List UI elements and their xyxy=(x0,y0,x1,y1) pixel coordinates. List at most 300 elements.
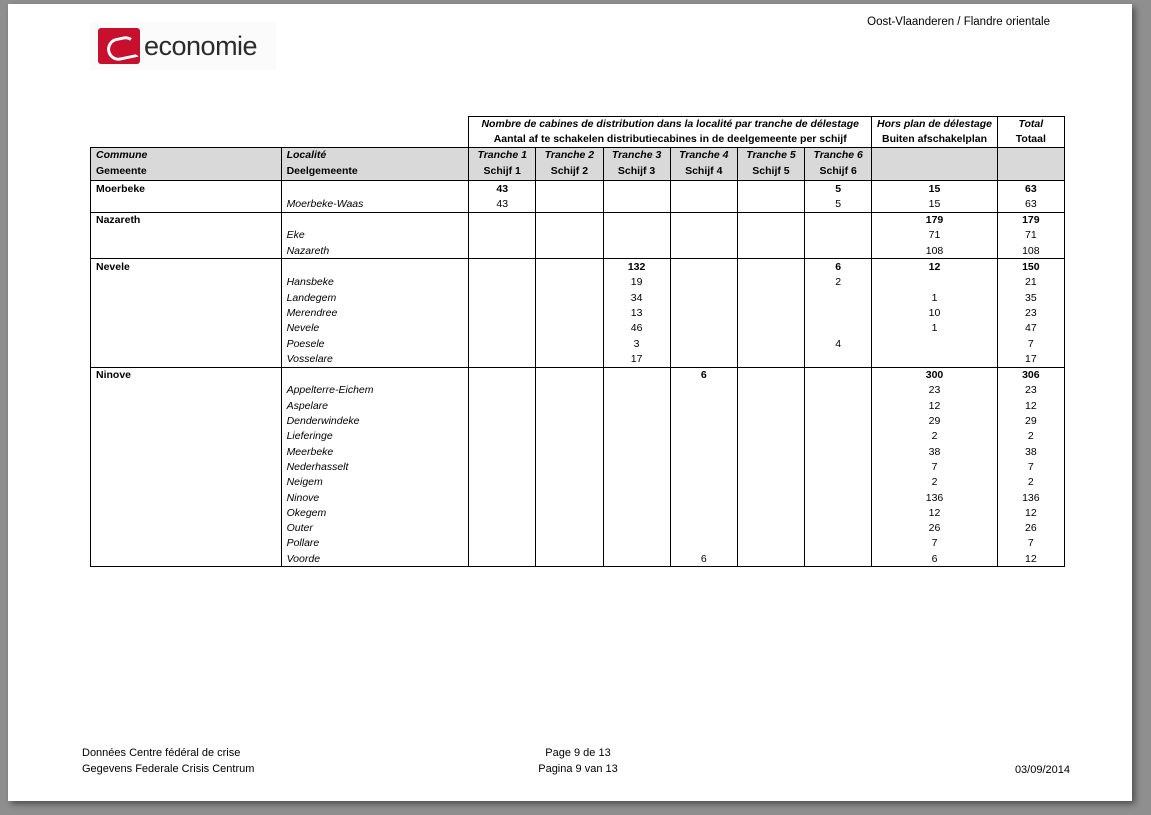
cell-tranche-2 xyxy=(536,321,603,336)
footer-source-fr: Données Centre fédéral de crise xyxy=(82,747,241,759)
table-row-commune xyxy=(91,259,1065,275)
cell-commune xyxy=(91,459,282,474)
cell-tranche-5 xyxy=(737,383,804,398)
cell-tranche-4 xyxy=(670,383,737,398)
cell-tranche-2 xyxy=(536,305,603,320)
cell-tranche-3: 132 xyxy=(603,259,670,275)
logo-text: economie xyxy=(144,30,258,61)
cell-tranche-3: 46 xyxy=(603,321,670,336)
col-header-commune-nl: Gemeente xyxy=(96,165,147,178)
table-row-locality xyxy=(91,536,1065,551)
cell-tranche-5 xyxy=(737,505,804,520)
cell-tranche-6 xyxy=(805,444,872,459)
cell-tranche-4 xyxy=(670,275,737,290)
cell-tranche-2 xyxy=(536,536,603,551)
col-header-localite xyxy=(281,148,469,181)
cell-commune xyxy=(91,490,282,505)
cell-tranche-4 xyxy=(670,243,737,259)
cell-tranche-5 xyxy=(737,475,804,490)
cell-tranche-6 xyxy=(805,536,872,551)
cell-tranche-6 xyxy=(805,305,872,320)
cell-total: 29 xyxy=(997,413,1064,428)
cell-tranche-4 xyxy=(670,336,737,351)
cell-tranche-2 xyxy=(536,413,603,428)
cell-locality: Eke xyxy=(281,228,469,243)
cell-tranche-2 xyxy=(536,212,603,228)
cell-total: 7 xyxy=(997,336,1064,351)
region-label: Oost-Vlaanderen / Flandre orientale xyxy=(867,16,1050,28)
cell-tranche-2 xyxy=(536,398,603,413)
cell-tranche-5 xyxy=(737,520,804,535)
cell-tranche-2 xyxy=(536,275,603,290)
cell-tranche-4 xyxy=(670,351,737,367)
cell-tranche-3: 13 xyxy=(603,305,670,320)
col-header-tranche-6-fr: Tranche 6 xyxy=(813,149,863,162)
cell-total: 136 xyxy=(997,490,1064,505)
col-header-tranche-1-fr: Tranche 1 xyxy=(477,149,527,162)
cell-tranche-1 xyxy=(469,336,536,351)
cell-tranche-1 xyxy=(469,243,536,259)
cell-locality: Denderwindeke xyxy=(281,413,469,428)
cell-commune xyxy=(91,383,282,398)
cell-hors-plan: 12 xyxy=(872,259,997,275)
cell-tranche-5 xyxy=(737,367,804,383)
cell-total: 306 xyxy=(997,367,1064,383)
cell-locality xyxy=(281,259,469,275)
cell-tranche-4: 6 xyxy=(670,551,737,567)
cell-tranche-3 xyxy=(603,490,670,505)
cell-tranche-6: 2 xyxy=(805,275,872,290)
cell-locality: Ninove xyxy=(281,490,469,505)
cell-hors-plan: 12 xyxy=(872,398,997,413)
cell-tranche-6 xyxy=(805,520,872,535)
cell-tranche-5 xyxy=(737,321,804,336)
cell-hors-plan: 38 xyxy=(872,444,997,459)
cell-tranche-6: 5 xyxy=(805,180,872,196)
cell-tranche-4 xyxy=(670,259,737,275)
cell-tranche-2 xyxy=(536,429,603,444)
cell-tranche-4 xyxy=(670,398,737,413)
cell-locality: Nevele xyxy=(281,321,469,336)
cell-commune xyxy=(91,520,282,535)
cell-commune xyxy=(91,290,282,305)
cell-tranche-4 xyxy=(670,475,737,490)
cell-tranche-3 xyxy=(603,196,670,212)
cell-tranche-6 xyxy=(805,351,872,367)
table-head xyxy=(91,117,1065,181)
cell-tranche-1 xyxy=(469,429,536,444)
table-row-locality xyxy=(91,275,1065,290)
cell-total: 26 xyxy=(997,520,1064,535)
cell-hors-plan xyxy=(872,336,997,351)
cell-tranche-4 xyxy=(670,413,737,428)
cell-tranche-3 xyxy=(603,444,670,459)
col-header-tranche-1 xyxy=(469,148,536,181)
cell-tranche-1 xyxy=(469,520,536,535)
cell-total: 35 xyxy=(997,290,1064,305)
cell-tranche-2 xyxy=(536,351,603,367)
table-row-locality xyxy=(91,398,1065,413)
cell-locality: Meerbeke xyxy=(281,444,469,459)
cell-commune xyxy=(91,444,282,459)
cell-total: 12 xyxy=(997,505,1064,520)
cell-locality: Voorde xyxy=(281,551,469,567)
cell-tranche-6 xyxy=(805,212,872,228)
table-row-locality xyxy=(91,196,1065,212)
column-header-row xyxy=(91,148,1065,181)
cell-hors-plan: 23 xyxy=(872,383,997,398)
cell-tranche-4 xyxy=(670,196,737,212)
cell-tranche-1 xyxy=(469,351,536,367)
cell-commune xyxy=(91,536,282,551)
cell-tranche-4 xyxy=(670,505,737,520)
cell-tranche-3 xyxy=(603,536,670,551)
cell-commune: Nevele xyxy=(91,259,282,275)
cell-tranche-1 xyxy=(469,398,536,413)
cell-tranche-3 xyxy=(603,243,670,259)
group-header-row xyxy=(91,117,1065,148)
cell-tranche-2 xyxy=(536,243,603,259)
cell-tranche-6 xyxy=(805,398,872,413)
cell-tranche-2 xyxy=(536,180,603,196)
cell-tranche-3 xyxy=(603,429,670,444)
table-row-locality xyxy=(91,290,1065,305)
cell-commune xyxy=(91,243,282,259)
cell-total: 2 xyxy=(997,475,1064,490)
cell-tranche-6 xyxy=(805,228,872,243)
cell-locality: Outer xyxy=(281,520,469,535)
cell-tranche-3 xyxy=(603,398,670,413)
group-header-hors xyxy=(872,117,997,148)
cell-total: 23 xyxy=(997,383,1064,398)
cell-tranche-3 xyxy=(603,228,670,243)
cell-tranche-6 xyxy=(805,551,872,567)
table-row-locality xyxy=(91,413,1065,428)
cell-total: 71 xyxy=(997,228,1064,243)
cell-commune xyxy=(91,413,282,428)
cell-locality: Nederhasselt xyxy=(281,459,469,474)
cell-hors-plan: 71 xyxy=(872,228,997,243)
cell-tranche-2 xyxy=(536,367,603,383)
cell-tranche-3 xyxy=(603,180,670,196)
cell-tranche-5 xyxy=(737,275,804,290)
col-header-tranche-4 xyxy=(670,148,737,181)
cell-tranche-6: 6 xyxy=(805,259,872,275)
cell-hors-plan: 6 xyxy=(872,551,997,567)
cell-locality: Aspelare xyxy=(281,398,469,413)
table-row-locality xyxy=(91,505,1065,520)
cell-tranche-1 xyxy=(469,259,536,275)
cell-tranche-2 xyxy=(536,520,603,535)
cell-tranche-5 xyxy=(737,336,804,351)
table-row-locality xyxy=(91,228,1065,243)
cell-locality xyxy=(281,212,469,228)
table-body xyxy=(91,180,1065,566)
table-row-locality xyxy=(91,459,1065,474)
cell-tranche-5 xyxy=(737,459,804,474)
cell-tranche-1 xyxy=(469,536,536,551)
cell-tranche-1 xyxy=(469,444,536,459)
cell-tranche-2 xyxy=(536,490,603,505)
cell-commune: Moerbeke xyxy=(91,180,282,196)
footer-source xyxy=(82,746,254,778)
cell-tranche-3 xyxy=(603,505,670,520)
cell-total: 38 xyxy=(997,444,1064,459)
cell-locality: Merendree xyxy=(281,305,469,320)
cell-tranche-4 xyxy=(670,520,737,535)
cell-total: 23 xyxy=(997,305,1064,320)
cell-locality: Hansbeke xyxy=(281,275,469,290)
cell-tranche-2 xyxy=(536,383,603,398)
cell-tranche-5 xyxy=(737,536,804,551)
cell-locality: Moerbeke-Waas xyxy=(281,196,469,212)
table-row-locality xyxy=(91,351,1065,367)
cell-locality: Appelterre-Eichem xyxy=(281,383,469,398)
cell-hors-plan xyxy=(872,351,997,367)
col-header-tranche-5-nl: Schijf 5 xyxy=(752,165,790,178)
cell-locality: Vosselare xyxy=(281,351,469,367)
cell-commune xyxy=(91,475,282,490)
document-page xyxy=(8,4,1132,801)
cell-commune xyxy=(91,196,282,212)
group-header-total-fr: Total xyxy=(1018,118,1044,130)
cell-tranche-3 xyxy=(603,475,670,490)
table-row-commune xyxy=(91,180,1065,196)
cell-tranche-1 xyxy=(469,383,536,398)
table-row-locality xyxy=(91,336,1065,351)
cell-tranche-6 xyxy=(805,367,872,383)
col-header-tranche-3-fr: Tranche 3 xyxy=(611,149,662,162)
cell-tranche-5 xyxy=(737,351,804,367)
cell-tranche-2 xyxy=(536,290,603,305)
footer-pagination xyxy=(458,746,698,778)
table-row-locality xyxy=(91,321,1065,336)
cell-tranche-3 xyxy=(603,459,670,474)
cell-hors-plan: 29 xyxy=(872,413,997,428)
cell-tranche-3 xyxy=(603,383,670,398)
cell-tranche-2 xyxy=(536,551,603,567)
cell-locality: Pollare xyxy=(281,536,469,551)
table-row-locality xyxy=(91,520,1065,535)
cell-tranche-6 xyxy=(805,290,872,305)
cell-tranche-1 xyxy=(469,367,536,383)
cell-tranche-5 xyxy=(737,259,804,275)
cell-tranche-1 xyxy=(469,475,536,490)
cell-tranche-6: 5 xyxy=(805,196,872,212)
cell-commune xyxy=(91,336,282,351)
cell-tranche-1 xyxy=(469,275,536,290)
cell-tranche-1: 43 xyxy=(469,180,536,196)
cell-hors-plan: 1 xyxy=(872,290,997,305)
cell-tranche-4 xyxy=(670,212,737,228)
cell-hors-plan: 136 xyxy=(872,490,997,505)
cell-total: 179 xyxy=(997,212,1064,228)
cell-tranche-1 xyxy=(469,228,536,243)
cell-tranche-5 xyxy=(737,429,804,444)
group-header-tranches xyxy=(469,117,872,148)
cell-tranche-2 xyxy=(536,444,603,459)
table-row-commune xyxy=(91,212,1065,228)
cell-tranche-2 xyxy=(536,259,603,275)
col-header-tranche-5 xyxy=(737,148,804,181)
data-table-area xyxy=(90,116,1065,567)
cell-tranche-5 xyxy=(737,228,804,243)
cell-tranche-5 xyxy=(737,212,804,228)
table-row-locality xyxy=(91,383,1065,398)
cell-locality: Lieferinge xyxy=(281,429,469,444)
table-row-locality xyxy=(91,490,1065,505)
cell-tranche-2 xyxy=(536,505,603,520)
cell-locality: Neigem xyxy=(281,475,469,490)
cell-tranche-4 xyxy=(670,444,737,459)
cell-tranche-6 xyxy=(805,383,872,398)
cell-hors-plan: 2 xyxy=(872,475,997,490)
cell-tranche-1 xyxy=(469,459,536,474)
cell-total: 7 xyxy=(997,459,1064,474)
cell-locality: Okegem xyxy=(281,505,469,520)
cell-hors-plan: 10 xyxy=(872,305,997,320)
footer-date: 03/09/2014 xyxy=(1014,764,1070,776)
cell-commune xyxy=(91,321,282,336)
cell-hors-plan: 7 xyxy=(872,536,997,551)
cell-total: 47 xyxy=(997,321,1064,336)
col-header-tranche-4-nl: Schijf 4 xyxy=(685,165,723,178)
cell-hors-plan: 179 xyxy=(872,212,997,228)
cell-commune xyxy=(91,551,282,567)
table-row-locality xyxy=(91,551,1065,567)
col-header-commune-fr: Commune xyxy=(96,149,148,162)
cell-tranche-1 xyxy=(469,321,536,336)
group-header-total xyxy=(997,117,1064,148)
col-header-hors-plan xyxy=(872,148,997,181)
cell-total: 2 xyxy=(997,429,1064,444)
cell-commune xyxy=(91,275,282,290)
logo xyxy=(90,22,276,70)
cell-tranche-5 xyxy=(737,444,804,459)
col-header-tranche-5-fr: Tranche 5 xyxy=(746,149,796,162)
cell-tranche-4 xyxy=(670,321,737,336)
col-header-total xyxy=(997,148,1064,181)
cell-tranche-6 xyxy=(805,321,872,336)
cell-tranche-5 xyxy=(737,490,804,505)
cell-tranche-5 xyxy=(737,551,804,567)
cell-locality: Landegem xyxy=(281,290,469,305)
delestage-table xyxy=(90,116,1065,567)
cell-tranche-1 xyxy=(469,413,536,428)
spacer-cell xyxy=(91,117,282,148)
cell-hors-plan: 7 xyxy=(872,459,997,474)
cell-tranche-5 xyxy=(737,413,804,428)
cell-hors-plan: 15 xyxy=(872,196,997,212)
col-header-tranche-1-nl: Schijf 1 xyxy=(483,165,521,178)
cell-locality: Poesele xyxy=(281,336,469,351)
cell-tranche-4 xyxy=(670,180,737,196)
cell-commune xyxy=(91,305,282,320)
group-header-tranches-nl: Aantal af te schakelen distributiecabines in de deelgemeente per schijf xyxy=(493,133,847,146)
cell-tranche-1 xyxy=(469,505,536,520)
cell-total: 63 xyxy=(997,180,1064,196)
table-row-locality xyxy=(91,444,1065,459)
cell-tranche-4 xyxy=(670,305,737,320)
col-header-tranche-3-nl: Schijf 3 xyxy=(617,165,656,178)
cell-commune xyxy=(91,429,282,444)
cell-total: 12 xyxy=(997,551,1064,567)
cell-tranche-2 xyxy=(536,459,603,474)
cell-commune xyxy=(91,505,282,520)
col-header-tranche-2-nl: Schijf 2 xyxy=(550,165,589,178)
table-row-locality xyxy=(91,429,1065,444)
table-row-locality xyxy=(91,305,1065,320)
col-header-localite-fr: Localité xyxy=(286,149,327,162)
cell-hors-plan: 2 xyxy=(872,429,997,444)
cell-total: 17 xyxy=(997,351,1064,367)
cell-tranche-3: 17 xyxy=(603,351,670,367)
col-header-commune xyxy=(91,148,282,181)
cell-tranche-4 xyxy=(670,290,737,305)
cell-total: 63 xyxy=(997,196,1064,212)
col-header-tranche-3 xyxy=(603,148,670,181)
cell-tranche-6 xyxy=(805,413,872,428)
cell-tranche-2 xyxy=(536,228,603,243)
footer-page-nl: Pagina 9 van 13 xyxy=(538,762,618,775)
cell-tranche-3 xyxy=(603,413,670,428)
cell-locality xyxy=(281,180,469,196)
cell-locality xyxy=(281,367,469,383)
cell-tranche-1 xyxy=(469,490,536,505)
cell-tranche-3 xyxy=(603,212,670,228)
cell-tranche-4 xyxy=(670,536,737,551)
col-header-localite-nl: Deelgemeente xyxy=(286,165,358,178)
cell-tranche-4 xyxy=(670,429,737,444)
cell-hors-plan: 15 xyxy=(872,180,997,196)
cell-commune xyxy=(91,228,282,243)
cell-tranche-2 xyxy=(536,336,603,351)
cell-tranche-4 xyxy=(670,459,737,474)
cell-commune xyxy=(91,351,282,367)
cell-tranche-3 xyxy=(603,367,670,383)
cell-tranche-1 xyxy=(469,212,536,228)
group-header-total-nl: Totaal xyxy=(1015,133,1046,146)
cell-tranche-4: 6 xyxy=(670,367,737,383)
cell-locality: Nazareth xyxy=(281,243,469,259)
footer-source-nl: Gegevens Federale Crisis Centrum xyxy=(82,762,255,775)
cell-tranche-4 xyxy=(670,490,737,505)
cell-tranche-5 xyxy=(737,180,804,196)
cell-hors-plan: 12 xyxy=(872,505,997,520)
cell-tranche-1: 43 xyxy=(469,196,536,212)
cell-hors-plan: 26 xyxy=(872,520,997,535)
table-row-locality xyxy=(91,475,1065,490)
col-header-tranche-4-fr: Tranche 4 xyxy=(679,149,729,162)
cell-tranche-3 xyxy=(603,520,670,535)
economie-logo-icon xyxy=(98,28,140,64)
cell-hors-plan: 1 xyxy=(872,321,997,336)
cell-tranche-2 xyxy=(536,475,603,490)
cell-tranche-5 xyxy=(737,305,804,320)
cell-total: 108 xyxy=(997,243,1064,259)
cell-tranche-6 xyxy=(805,243,872,259)
cell-tranche-4 xyxy=(670,228,737,243)
spacer-cell xyxy=(281,117,469,148)
group-header-hors-fr: Hors plan de délestage xyxy=(877,118,992,130)
cell-tranche-1 xyxy=(469,305,536,320)
cell-tranche-5 xyxy=(737,243,804,259)
group-header-hors-nl: Buiten afschakelplan xyxy=(881,133,988,146)
cell-tranche-2 xyxy=(536,196,603,212)
cell-total: 7 xyxy=(997,536,1064,551)
cell-tranche-6 xyxy=(805,459,872,474)
cell-commune: Ninove xyxy=(91,367,282,383)
